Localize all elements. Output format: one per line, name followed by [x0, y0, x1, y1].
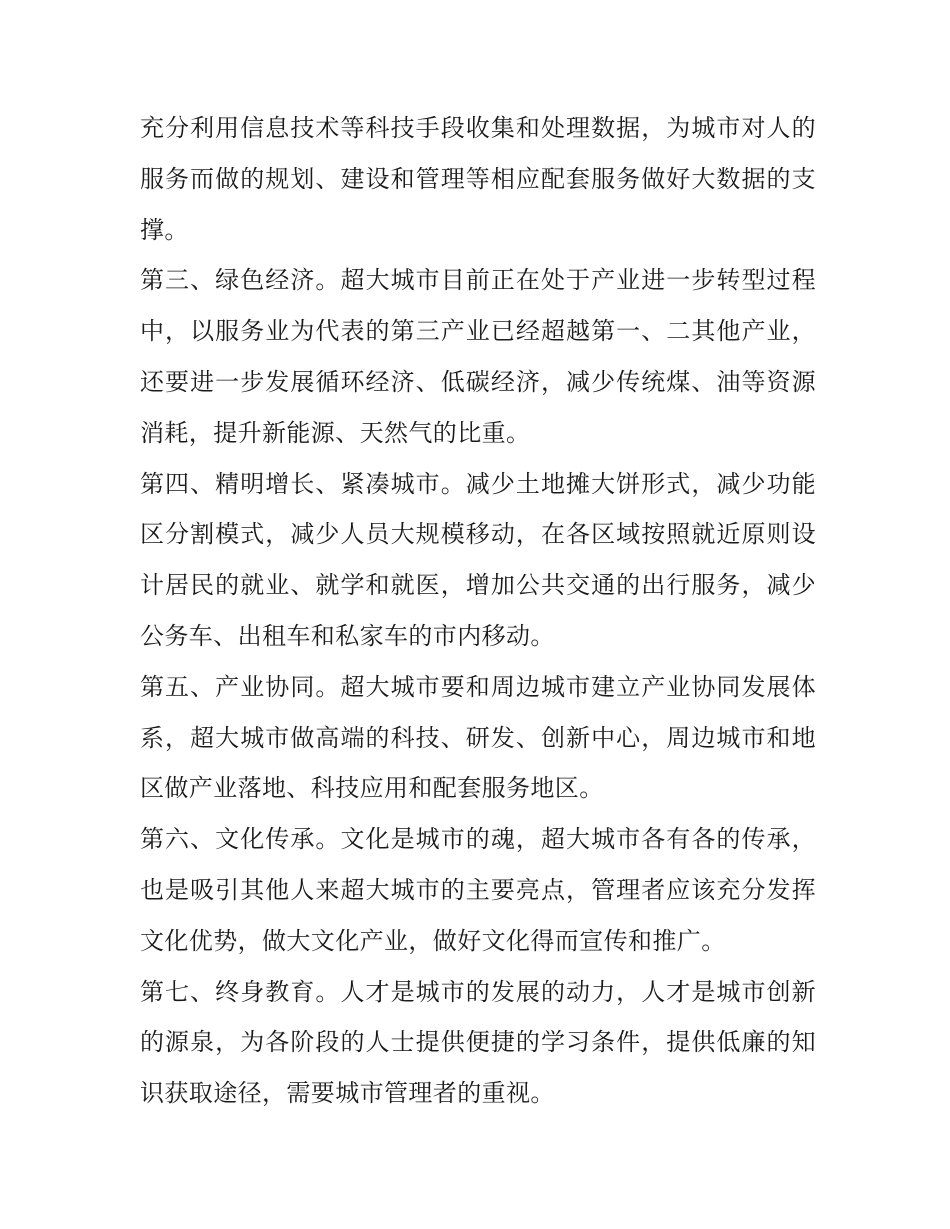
document-body — [140, 103, 816, 1119]
paragraph-industry-coordination: 第五、产业协同。超大城市要和周边城市建立产业协同发展体系，超大城市做高端的科技、研发、创新中心，周边城市和地区做产业落地、科技应用和配套服务地区。 — [140, 672, 816, 803]
paragraph-lifelong-education: 第七、终身教育。人才是城市的发展的动力，人才是城市创新的源泉，为各阶段的人士提供便捷的学习条件，提供低廉的知识获取途径，需要城市管理者的重视。 — [140, 977, 816, 1108]
paragraph-green-economy: 第三、绿色经济。超大城市目前正在处于产业进一步转型过程中，以服务业为代表的第三产业已经超越第一、二其他产业，还要进一步发展循环经济、低碳经济，减少传统煤、油等资源消耗，提升新能源、天然气的比重。 — [140, 266, 816, 447]
paragraph-compact-city: 第四、精明增长、紧凑城市。减少土地摊大饼形式，减少功能区分割模式，减少人员大规模移动，在各区域按照就近原则设计居民的就业、就学和就医，增加公共交通的出行服务，减少公务车、出租车和私家车的市内移动。 — [140, 469, 816, 650]
paragraph-cultural-heritage: 第六、文化传承。文化是城市的魂，超大城市各有各的传承，也是吸引其他人来超大城市的主要亮点，管理者应该充分发挥文化优势，做大文化产业，做好文化得而宣传和推广。 — [140, 825, 816, 955]
paragraph-data-support: 充分利用信息技术等科技手段收集和处理数据，为城市对人的服务而做的规划、建设和管理等相应配套服务做好大数据的支撑。 — [140, 114, 816, 244]
